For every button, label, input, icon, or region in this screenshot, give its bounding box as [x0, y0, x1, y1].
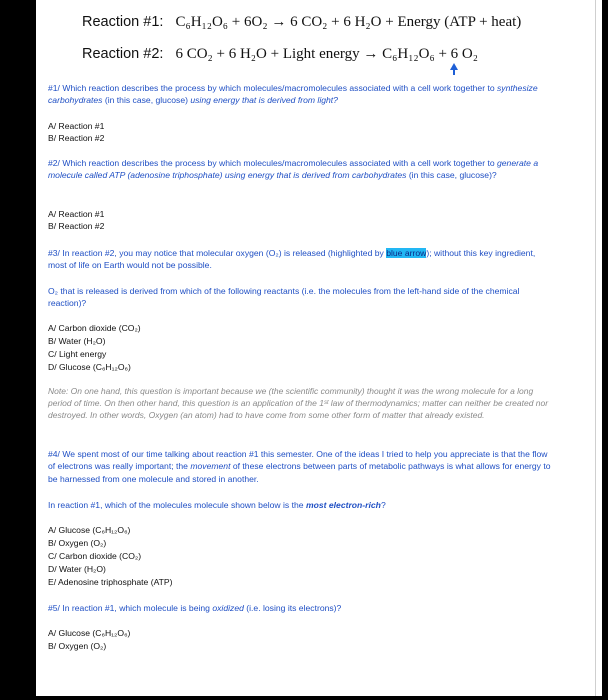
q4-option-c[interactable]: C/ Carbon dioxide (CO₂) — [48, 551, 142, 561]
q5-option-b[interactable]: B/ Oxygen (O₂) — [48, 641, 107, 651]
question-4-prompt-emphasis: most electron-rich — [305, 500, 381, 510]
question-4 — [48, 448, 554, 485]
q3-option-c[interactable]: C/ Light energy — [48, 349, 107, 359]
question-1 — [48, 82, 554, 107]
question-4-text-2: of these electrons between parts of metabolic pathways is what allows for energy to be harnessed from one molecule and stored in another. — [48, 461, 551, 484]
left-frame-border — [0, 0, 36, 700]
question-1-text-2: (in this case, glucose) — [102, 95, 191, 106]
bottom-frame-border — [0, 696, 608, 700]
q4-option-b[interactable]: B/ Oxygen (O₂) — [48, 538, 107, 548]
question-3-number: #3/ — [48, 248, 60, 258]
question-2-emphasis: generate a molecule called ATP (adenosine triphosphate) using energy that is derived from carbohydrates — [48, 158, 539, 181]
reaction-1-label: Reaction #1: — [82, 14, 164, 30]
question-2-text-2: (in this case, glucose)? — [406, 170, 497, 181]
reaction-1 — [82, 14, 521, 31]
right-frame-border — [602, 0, 608, 700]
question-3 — [48, 247, 554, 272]
question-3-note: Note: On one hand, this question is important because we (the scientific community) thought it was the wrong molecule for a long period of time. On then other hand, this question is an application of the 1ˢᵗ law of thermodynamics; matter can neither be created nor destroyed. In other words, Oxygen (an atom) had to have come from some other form of matter that already existed. — [48, 386, 549, 421]
question-5-text-2: (i.e. losing its electrons)? — [243, 603, 342, 613]
reaction-2 — [82, 46, 478, 63]
question-1-text: Which reaction describes the process by which molecules/macromolecules associated with a cell work together to — [59, 83, 497, 93]
q1-option-a[interactable]: A/ Reaction #1 — [48, 121, 105, 131]
question-5-text: In reaction #1, which molecule is being — [59, 603, 213, 613]
question-1-emphasis: synthesize carbohydrates — [48, 83, 538, 106]
q5-option-a[interactable]: A/ Glucose (C₆H₁₂O₆) — [48, 628, 131, 638]
question-5-number: #5/ — [48, 603, 60, 613]
question-5 — [48, 602, 554, 614]
question-4-prompt-end: ? — [380, 500, 386, 510]
question-4-emphasis: movement — [190, 461, 231, 472]
q2-option-b[interactable]: B/ Reaction #2 — [48, 221, 105, 231]
question-1-number: #1/ — [48, 83, 60, 93]
question-5-emphasis: oxidized — [212, 603, 244, 613]
question-4-prompt-text: In reaction #1, which of the molecules molecule shown below is the — [48, 500, 306, 510]
question-3-text: In reaction #2, you may notice that molecular oxygen (O₂) is released (highlighted by — [59, 248, 387, 258]
q4-option-e[interactable]: E/ Adenosine triphosphate (ATP) — [48, 577, 173, 587]
reaction-1-equation: C₆H₁₂O₆ + 6O₂ → 6 CO₂ + 6 H₂O + Energy (ATP + heat) — [175, 14, 522, 30]
question-2 — [48, 157, 554, 182]
q3-option-b[interactable]: B/ Water (H₂O) — [48, 336, 106, 346]
blue-arrow-stem — [453, 69, 455, 75]
question-3-text-2: ); without this key ingredient, most of life on Earth would not be possible. — [48, 248, 536, 271]
question-2-number: #2/ — [48, 158, 60, 168]
q3-option-a[interactable]: A/ Carbon dioxide (CO₂) — [48, 323, 141, 333]
right-frame-line — [595, 0, 596, 700]
q2-option-a[interactable]: A/ Reaction #1 — [48, 209, 105, 219]
reaction-2-label: Reaction #2: — [82, 46, 164, 62]
reaction-2-equation: 6 CO₂ + 6 H₂O + Light energy → C₆H₁₂O₆ + 6 O₂ — [175, 46, 478, 62]
question-4-number: #4/ — [48, 449, 60, 459]
question-2-text: Which reaction describes the process by which molecules/macromolecules associated with a cell work together to — [59, 158, 497, 168]
q4-option-d[interactable]: D/ Water (H₂O) — [48, 564, 106, 574]
q1-option-b[interactable]: B/ Reaction #2 — [48, 133, 105, 143]
question-3-prompt: O₂ that is released is derived from which of the following reactants (i.e. the molecules from the left-hand side of the chemical reaction)? — [48, 286, 520, 309]
highlighted-blue-arrow-text: blue arrow — [386, 248, 427, 258]
question-4-text: We spent most of our time talking about reaction #1 this semester. One of the ideas I tried to help you appreciate is that the flow of electrons was really important; the — [48, 449, 548, 472]
q3-option-d[interactable]: D/ Glucose (C₆H₁₂O₆) — [48, 362, 131, 372]
q4-option-a[interactable]: A/ Glucose (C₆H₁₂O₆) — [48, 525, 131, 535]
question-1-emphasis-2: using energy that is derived from light? — [190, 95, 338, 106]
question-4-prompt — [48, 499, 554, 511]
